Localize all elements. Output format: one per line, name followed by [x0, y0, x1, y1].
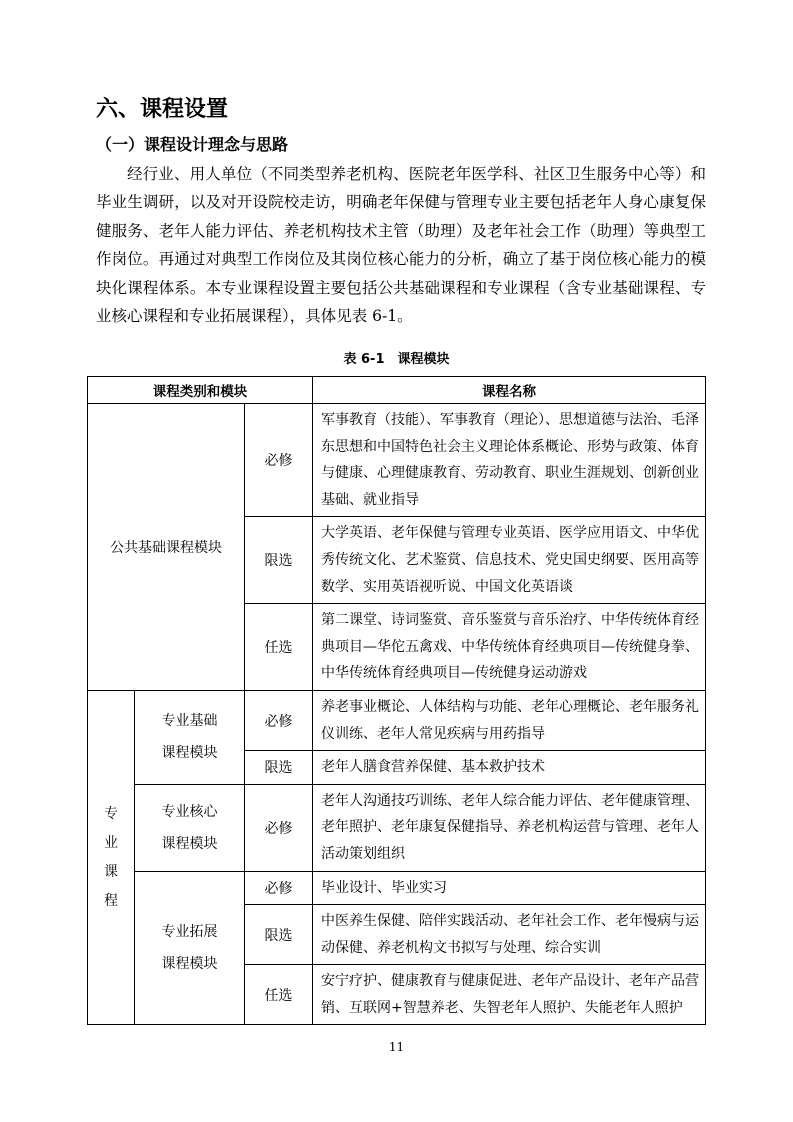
core-module-cell: [135, 784, 245, 871]
subsection-heading: （一）课程设计理念与思路: [96, 135, 289, 154]
course-list-cell: 第二课堂、诗词鉴赏、音乐鉴赏与音乐治疗、中华传统体育经典项目—华佗五禽戏、中华传统体育经典项目—传统健身拳、中华传统体育经典项目—传统健身运动游戏: [313, 604, 706, 691]
course-list-cell: 中医养生保健、陪伴实践活动、老年社会工作、老年慢病与运动保健、养老机构文书拟写与处理、综合实训: [313, 905, 706, 965]
course-list-cell: 大学英语、老年保健与管理专业英语、医学应用语文、中华优秀传统文化、艺术鉴赏、信息技术、党史国史纲要、医用高等数学、实用英语视听说、中国文化英语谈: [313, 517, 706, 604]
paragraph-text: 经行业、用人单位（不同类型养老机构、医院老年医学科、社区卫生服务中心等）和毕业生调研，以及对开设院校走访，明确老年保健与管理专业主要包括老年人身心康复保健服务、老年人能力评估、养老机构技术主管（助理）及老年社会工作（助理）等典型工作岗位。再通过对典型工作岗位及其岗位核心能力的分析，确立了基于岗位核心能力的模块化课程体系。本专业课程设置主要包括公共基础课程和专业课程（含专业基础课程、专业核心课程和专业拓展课程），具体见表 6-1。: [96, 165, 706, 326]
course-type-cell: 必修: [245, 784, 313, 871]
module-line: 课程模块: [161, 955, 218, 972]
course-list-cell: 毕业设计、毕业实习: [313, 871, 706, 905]
major-label: [103, 800, 119, 916]
table-row: [88, 690, 706, 750]
header-course-name: 课程名称: [313, 377, 706, 404]
ext-module-cell: [135, 871, 245, 1025]
major-char: 专: [104, 805, 118, 822]
course-type-cell: 必修: [245, 404, 313, 517]
section-heading: 六、课程设置: [96, 97, 229, 122]
module-line: 课程模块: [161, 745, 218, 762]
course-list-cell: 军事教育（技能）、军事教育（理论）、思想道德与法治、毛泽东思想和中国特色社会主义理论体系概论、形势与政策、体育与健康、心理健康教育、劳动教育、职业生涯规划、创新创业基础、就业指导: [313, 404, 706, 517]
course-list-cell: 老年人沟通技巧训练、老年人综合能力评估、老年健康管理、老年照护、老年康复保健指导、养老机构运营与管理、老年人活动策划组织: [313, 784, 706, 871]
module-line: 专业拓展: [161, 923, 218, 940]
table-row: [88, 871, 706, 905]
major-char: 课: [104, 863, 118, 880]
major-char: 业: [104, 834, 118, 851]
course-list-cell: 养老事业概论、人体结构与功能、老年心理概论、老年服务礼仪训练、老年人常见疾病与用药指导: [313, 690, 706, 750]
basic-module-cell: [135, 690, 245, 784]
module-line: 专业核心: [161, 803, 218, 820]
course-type-cell: 限选: [245, 905, 313, 965]
course-type-cell: 必修: [245, 871, 313, 905]
page-number: 11: [388, 1040, 405, 1054]
public-module-cell: 公共基础课程模块: [88, 404, 245, 691]
course-module-table: [87, 376, 706, 1025]
body-paragraph: [96, 160, 706, 330]
course-type-cell: 任选: [245, 965, 313, 1025]
module-line: 课程模块: [161, 835, 218, 852]
major-char: 程: [104, 892, 118, 909]
course-type-cell: 限选: [245, 517, 313, 604]
major-courses-cell: [88, 690, 135, 1025]
table-header-row: [88, 377, 706, 404]
course-list-cell: 老年人膳食营养保健、基本救护技术: [313, 751, 706, 785]
course-type-cell: 必修: [245, 690, 313, 750]
course-list-cell: 安宁疗护、健康教育与健康促进、老年产品设计、老年产品营销、互联网+智慧养老、失智老年人照护、失能老年人照护: [313, 965, 706, 1025]
table-caption: 表 6-1 课程模块: [343, 352, 450, 367]
table-row: [88, 404, 706, 517]
course-type-cell: 任选: [245, 604, 313, 691]
course-type-cell: 限选: [245, 751, 313, 785]
header-category: 课程类别和模块: [88, 377, 313, 404]
table-row: [88, 784, 706, 871]
module-line: 专业基础: [161, 713, 218, 730]
